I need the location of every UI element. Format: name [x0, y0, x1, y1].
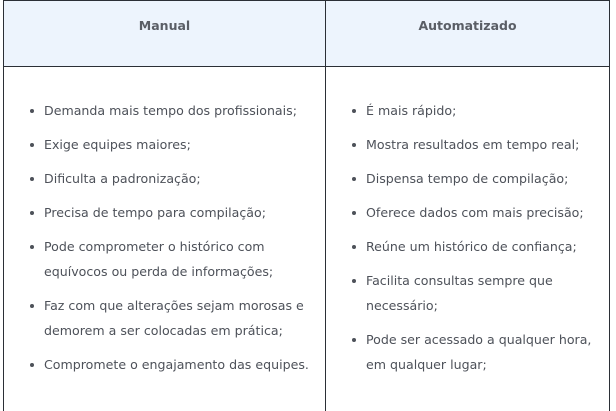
automatizado-list — [348, 98, 603, 386]
list-item: Reúne um histórico de confiança; — [348, 234, 603, 259]
list-item: Demanda mais tempo dos profissionais; — [26, 98, 316, 123]
header-automatizado: Automatizado — [418, 18, 517, 33]
list-item: Pode comprometer o histórico com equívocos ou perda de informações; — [26, 234, 316, 284]
table-header-row — [4, 1, 609, 67]
list-item: Precisa de tempo para compilação; — [26, 200, 316, 225]
list-item: É mais rápido; — [348, 98, 603, 123]
list-item: Dispensa tempo de compilação; — [348, 166, 603, 191]
list-item: Facilita consultas sempre que necessário; — [348, 268, 603, 318]
list-item: Oferece dados com mais precisão; — [348, 200, 603, 225]
header-manual: Manual — [138, 18, 191, 33]
list-item: Faz com que alterações sejam morosas e demorem a ser colocadas em prática; — [26, 293, 316, 343]
list-item: Dificulta a padronização; — [26, 166, 316, 191]
comparison-table — [3, 0, 610, 411]
manual-list — [26, 98, 316, 386]
list-item: Pode ser acessado a qualquer hora, em qualquer lugar; — [348, 327, 603, 377]
list-item: Mostra resultados em tempo real; — [348, 132, 603, 157]
column-divider — [325, 1, 326, 411]
list-item: Compromete o engajamento das equipes. — [26, 352, 316, 377]
list-item: Exige equipes maiores; — [26, 132, 316, 157]
